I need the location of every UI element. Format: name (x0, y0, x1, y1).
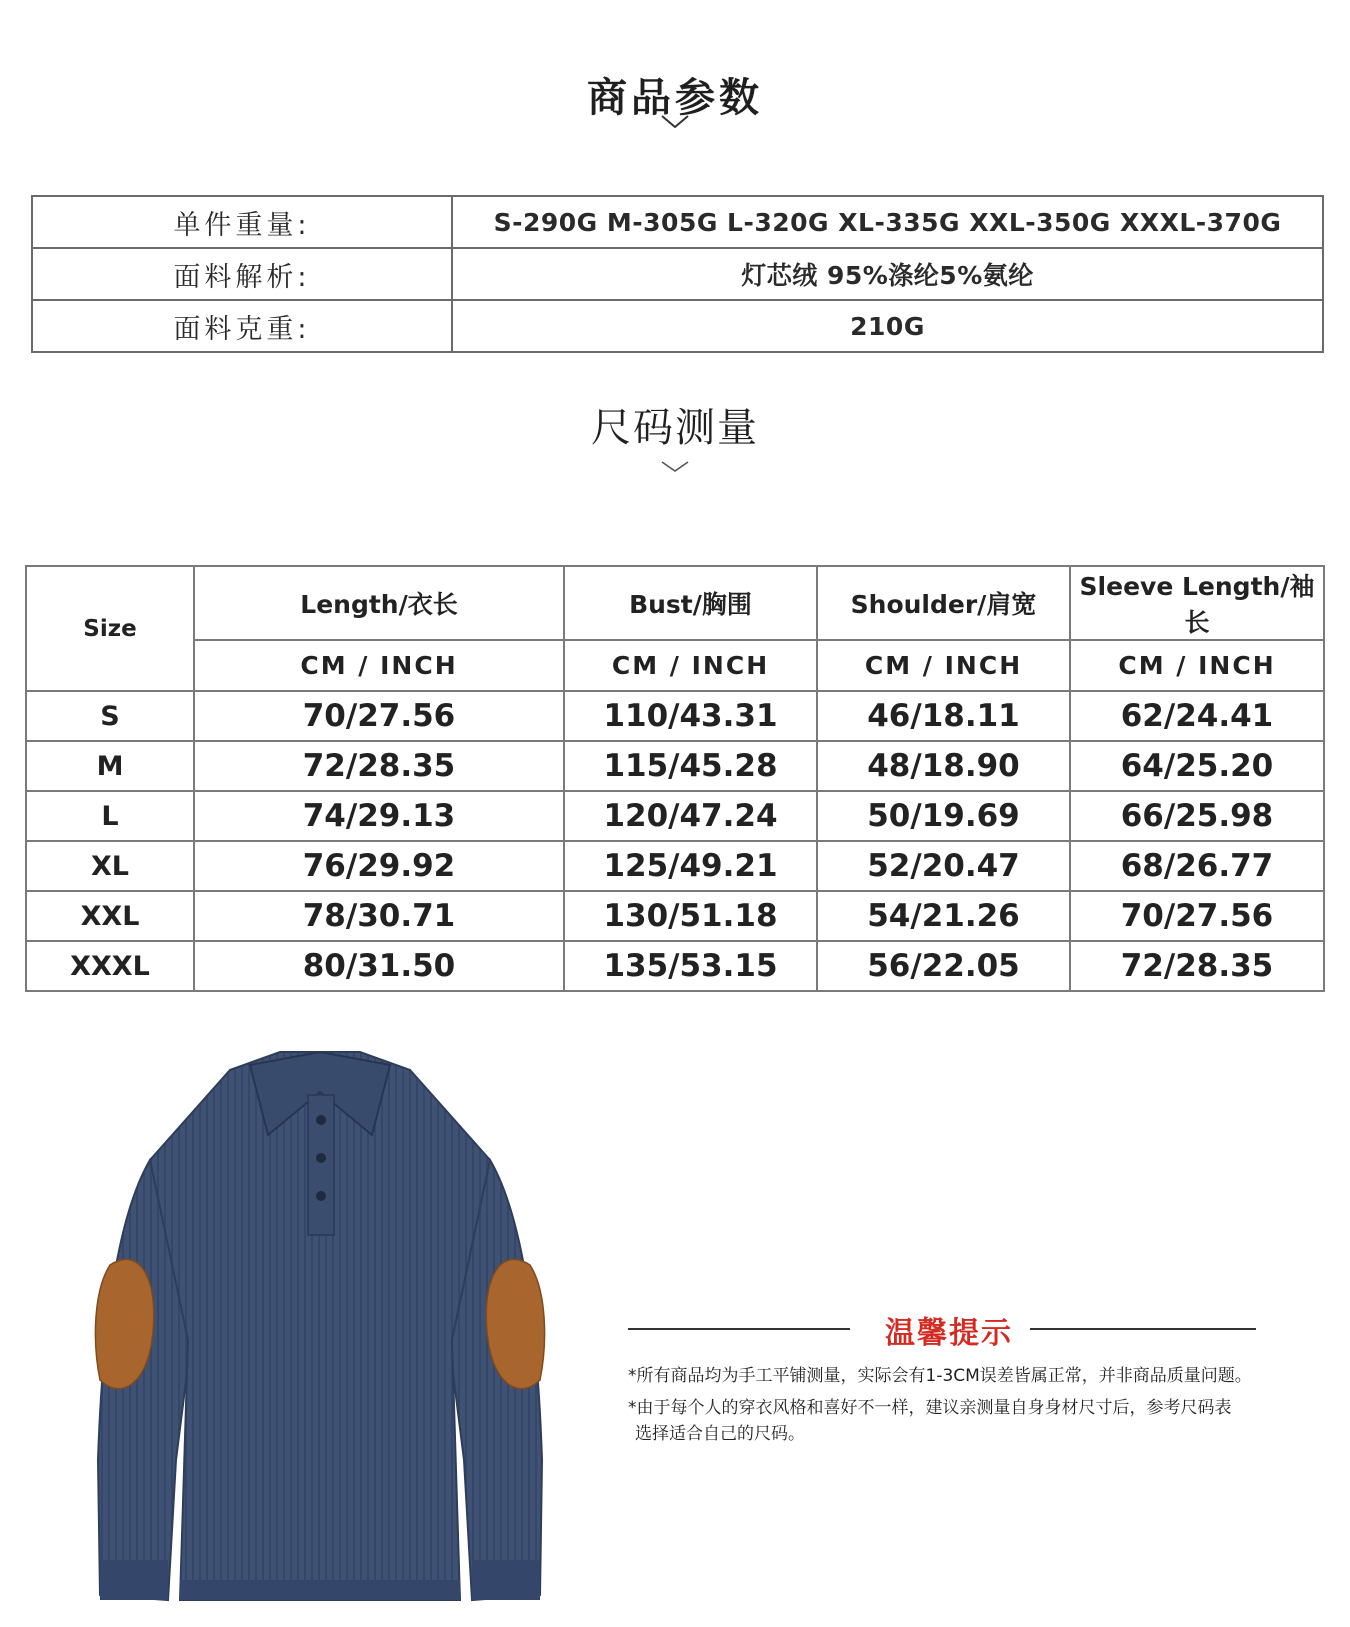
table-cell: 70/27.56 (194, 691, 564, 741)
table-cell: 68/26.77 (1070, 841, 1324, 891)
table-cell: 74/29.13 (194, 791, 564, 841)
params-table (31, 195, 1324, 353)
table-cell: 115/45.28 (564, 741, 817, 791)
table-cell: 78/30.71 (194, 891, 564, 941)
param-key: 面料解析: (32, 248, 452, 300)
params-title: 商品参数 (587, 75, 763, 121)
table-row (26, 841, 1324, 891)
table-cell: 48/18.90 (817, 741, 1070, 791)
table-cell: 54/21.26 (817, 891, 1070, 941)
table-cell: 70/27.56 (1070, 891, 1324, 941)
table-row (26, 741, 1324, 791)
column-header-sleeve: Sleeve Length/袖长 (1070, 566, 1324, 640)
size-label: XL (26, 841, 194, 891)
unit-label: CM / INCH (1070, 640, 1324, 691)
table-cell: 125/49.21 (564, 841, 817, 891)
table-cell: 130/51.18 (564, 891, 817, 941)
table-cell: 66/25.98 (1070, 791, 1324, 841)
shirt-button (316, 1115, 326, 1125)
param-key: 面料克重: (32, 300, 452, 352)
shirt-button (316, 1153, 326, 1163)
size-table-header (26, 566, 1324, 640)
table-cell: 46/18.11 (817, 691, 1070, 741)
size-label: XXXL (26, 941, 194, 991)
notice-text-1: *所有商品均为手工平铺测量，实际会有1-3CM误差皆属正常，并非商品质量问题。 (628, 1366, 1252, 1386)
param-row (32, 196, 1323, 248)
table-row (26, 941, 1324, 991)
param-row (32, 300, 1323, 352)
unit-label: CM / INCH (564, 640, 817, 691)
param-row (32, 248, 1323, 300)
notice-divider-left (628, 1328, 850, 1330)
table-cell: 80/31.50 (194, 941, 564, 991)
chevron-down-icon (660, 114, 690, 130)
table-cell: 64/25.20 (1070, 741, 1324, 791)
param-key: 单件重量: (32, 196, 452, 248)
param-value: S-290G M-305G L-320G XL-335G XXL-350G XXXL-370G (452, 196, 1323, 248)
table-cell: 72/28.35 (194, 741, 564, 791)
shirt-image (80, 1040, 560, 1627)
unit-row (26, 640, 1324, 691)
column-header-shoulder: Shoulder/肩宽 (817, 566, 1070, 640)
table-row (26, 891, 1324, 941)
table-cell: 76/29.92 (194, 841, 564, 891)
param-value: 灯芯绒 95%涤纶5%氨纶 (452, 248, 1323, 300)
size-label: M (26, 741, 194, 791)
table-cell: 110/43.31 (564, 691, 817, 741)
table-cell: 62/24.41 (1070, 691, 1324, 741)
param-value: 210G (452, 300, 1323, 352)
shirt-button (316, 1191, 326, 1201)
table-row (26, 691, 1324, 741)
size-label: S (26, 691, 194, 741)
column-header-length: Length/衣长 (194, 566, 564, 640)
notice-text-3: 选择适合自己的尺码。 (635, 1424, 805, 1444)
size-label: XXL (26, 891, 194, 941)
size-label: L (26, 791, 194, 841)
table-cell: 72/28.35 (1070, 941, 1324, 991)
unit-label: CM / INCH (194, 640, 564, 691)
size-table (25, 565, 1325, 992)
column-header-bust: Bust/胸围 (564, 566, 817, 640)
table-cell: 56/22.05 (817, 941, 1070, 991)
table-cell: 50/19.69 (817, 791, 1070, 841)
table-row (26, 791, 1324, 841)
table-cell: 52/20.47 (817, 841, 1070, 891)
chevron-down-icon (660, 460, 690, 474)
size-column-header: Size (26, 566, 194, 691)
notice-title: 温馨提示 (885, 1316, 1013, 1351)
unit-label: CM / INCH (817, 640, 1070, 691)
notice-text-2: *由于每个人的穿衣风格和喜好不一样，建议亲测量自身身材尺寸后，参考尺码表 (628, 1398, 1232, 1418)
shirt-hem (180, 1580, 460, 1600)
size-title: 尺码测量 (591, 405, 759, 451)
notice-divider-right (1030, 1328, 1256, 1330)
table-cell: 135/53.15 (564, 941, 817, 991)
table-cell: 120/47.24 (564, 791, 817, 841)
right-cuff (472, 1560, 540, 1600)
left-cuff (100, 1560, 168, 1600)
